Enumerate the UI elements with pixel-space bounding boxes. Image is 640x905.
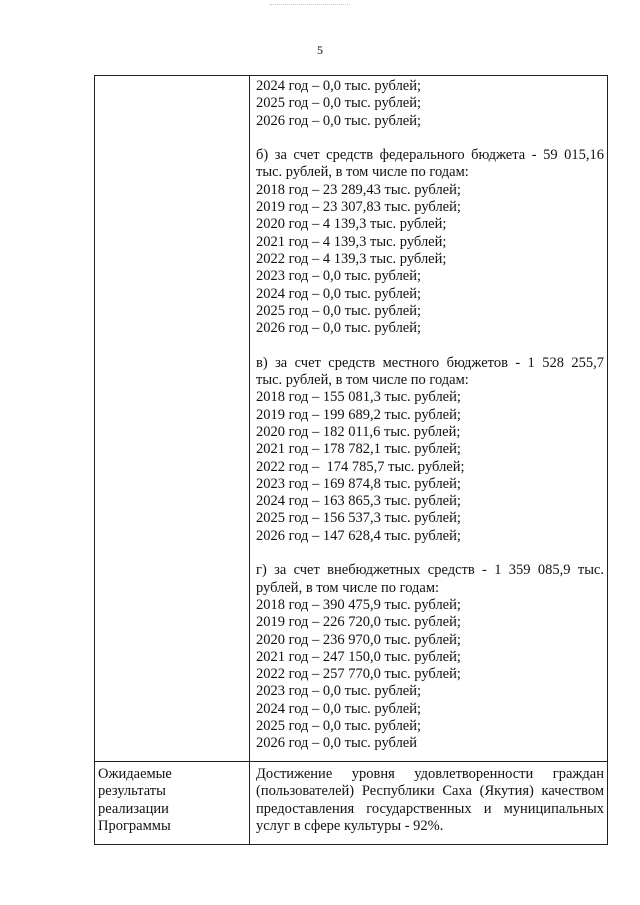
federal-year-line: 2021 год – 4 139,3 тыс. рублей; (256, 233, 447, 250)
local-year-line: 2022 год – 174 785,7 тыс. рублей; (256, 458, 465, 475)
scan-artifact-mark (270, 4, 350, 7)
result-line: услуг в сфере культуры - 92%. (256, 817, 444, 834)
extrabudgetary-year-line: 2023 год – 0,0 тыс. рублей; (256, 683, 422, 700)
federal-year-line: 2018 год – 23 289,43 тыс. рублей; (256, 181, 461, 198)
extrabudgetary-heading: г) за счет внебюджетных средств - 1 359 085,9 тыс. (256, 562, 604, 579)
extrabudgetary-year-line: 2025 год – 0,0 тыс. рублей; (256, 717, 422, 734)
funding-line: 2026 год – 0,0 тыс. рублей; (256, 112, 422, 129)
federal-year-line: 2026 год – 0,0 тыс. рублей; (256, 320, 422, 337)
label-line: реализации (98, 800, 169, 817)
funding-line: 2025 год – 0,0 тыс. рублей; (256, 95, 422, 112)
blank-line (256, 130, 604, 147)
result-line: предоставления государственных и муниципальных (256, 800, 604, 817)
blank-line (256, 545, 604, 562)
local-heading-cont: тыс. рублей, в том числе по годам: (256, 372, 469, 389)
extrabudgetary-year-line: 2019 год – 226 720,0 тыс. рублей; (256, 614, 461, 631)
local-year-line: 2019 год – 199 689,2 тыс. рублей; (256, 406, 461, 423)
extrabudgetary-year-line: 2024 год – 0,0 тыс. рублей; (256, 700, 422, 717)
label-line: Программы (98, 817, 171, 834)
page-number: 5 (317, 43, 323, 57)
federal-year-line: 2019 год – 23 307,83 тыс. рублей; (256, 199, 461, 216)
blank-line (256, 337, 604, 354)
extrabudgetary-year-line: 2026 год – 0,0 тыс. рублей (256, 735, 418, 752)
federal-year-line: 2022 год – 4 139,3 тыс. рублей; (256, 250, 447, 267)
result-line: (пользователей) Республики Саха (Якутия) качеством (256, 783, 604, 800)
extrabudgetary-year-line: 2018 год – 390 475,9 тыс. рублей; (256, 596, 461, 613)
local-year-line: 2023 год – 169 874,8 тыс. рублей; (256, 475, 461, 492)
local-year-line: 2026 год – 147 628,4 тыс. рублей; (256, 527, 461, 544)
program-passport-table (94, 75, 608, 845)
label-line: результаты (98, 783, 166, 800)
local-year-line: 2024 год – 163 865,3 тыс. рублей; (256, 493, 461, 510)
expected-results-text (256, 766, 604, 835)
extrabudgetary-year-line: 2020 год – 236 970,0 тыс. рублей; (256, 631, 461, 648)
local-heading: в) за счет средств местного бюджетов - 1 528 255,7 (256, 354, 604, 371)
federal-year-line: 2025 год – 0,0 тыс. рублей; (256, 302, 422, 319)
federal-year-line: 2024 год – 0,0 тыс. рублей; (256, 285, 422, 302)
column-divider (249, 76, 250, 844)
local-year-line: 2020 год – 182 011,6 тыс. рублей; (256, 423, 461, 440)
label-line: Ожидаемые (98, 766, 172, 782)
result-line: Достижение уровня удовлетворенности граждан (256, 766, 604, 782)
local-year-line: 2018 год – 155 081,3 тыс. рублей; (256, 389, 461, 406)
local-year-line: 2021 год – 178 782,1 тыс. рублей; (256, 441, 461, 458)
federal-year-line: 2023 год – 0,0 тыс. рублей; (256, 268, 422, 285)
expected-results-label (98, 766, 238, 835)
federal-heading-cont: тыс. рублей, в том числе по годам: (256, 164, 469, 181)
extrabudgetary-year-line: 2021 год – 247 150,0 тыс. рублей; (256, 648, 461, 665)
funding-line: 2024 год – 0,0 тыс. рублей; (256, 78, 422, 94)
federal-year-line: 2020 год – 4 139,3 тыс. рублей; (256, 216, 447, 233)
local-year-line: 2025 год – 156 537,3 тыс. рублей; (256, 510, 461, 527)
extrabudgetary-year-line: 2022 год – 257 770,0 тыс. рублей; (256, 666, 461, 683)
row-divider (95, 761, 607, 762)
funding-cell (256, 78, 604, 753)
extrabudgetary-heading-cont: рублей, в том числе по годам: (256, 579, 440, 596)
federal-heading: б) за счет средств федерального бюджета - 59 015,16 (256, 147, 604, 164)
